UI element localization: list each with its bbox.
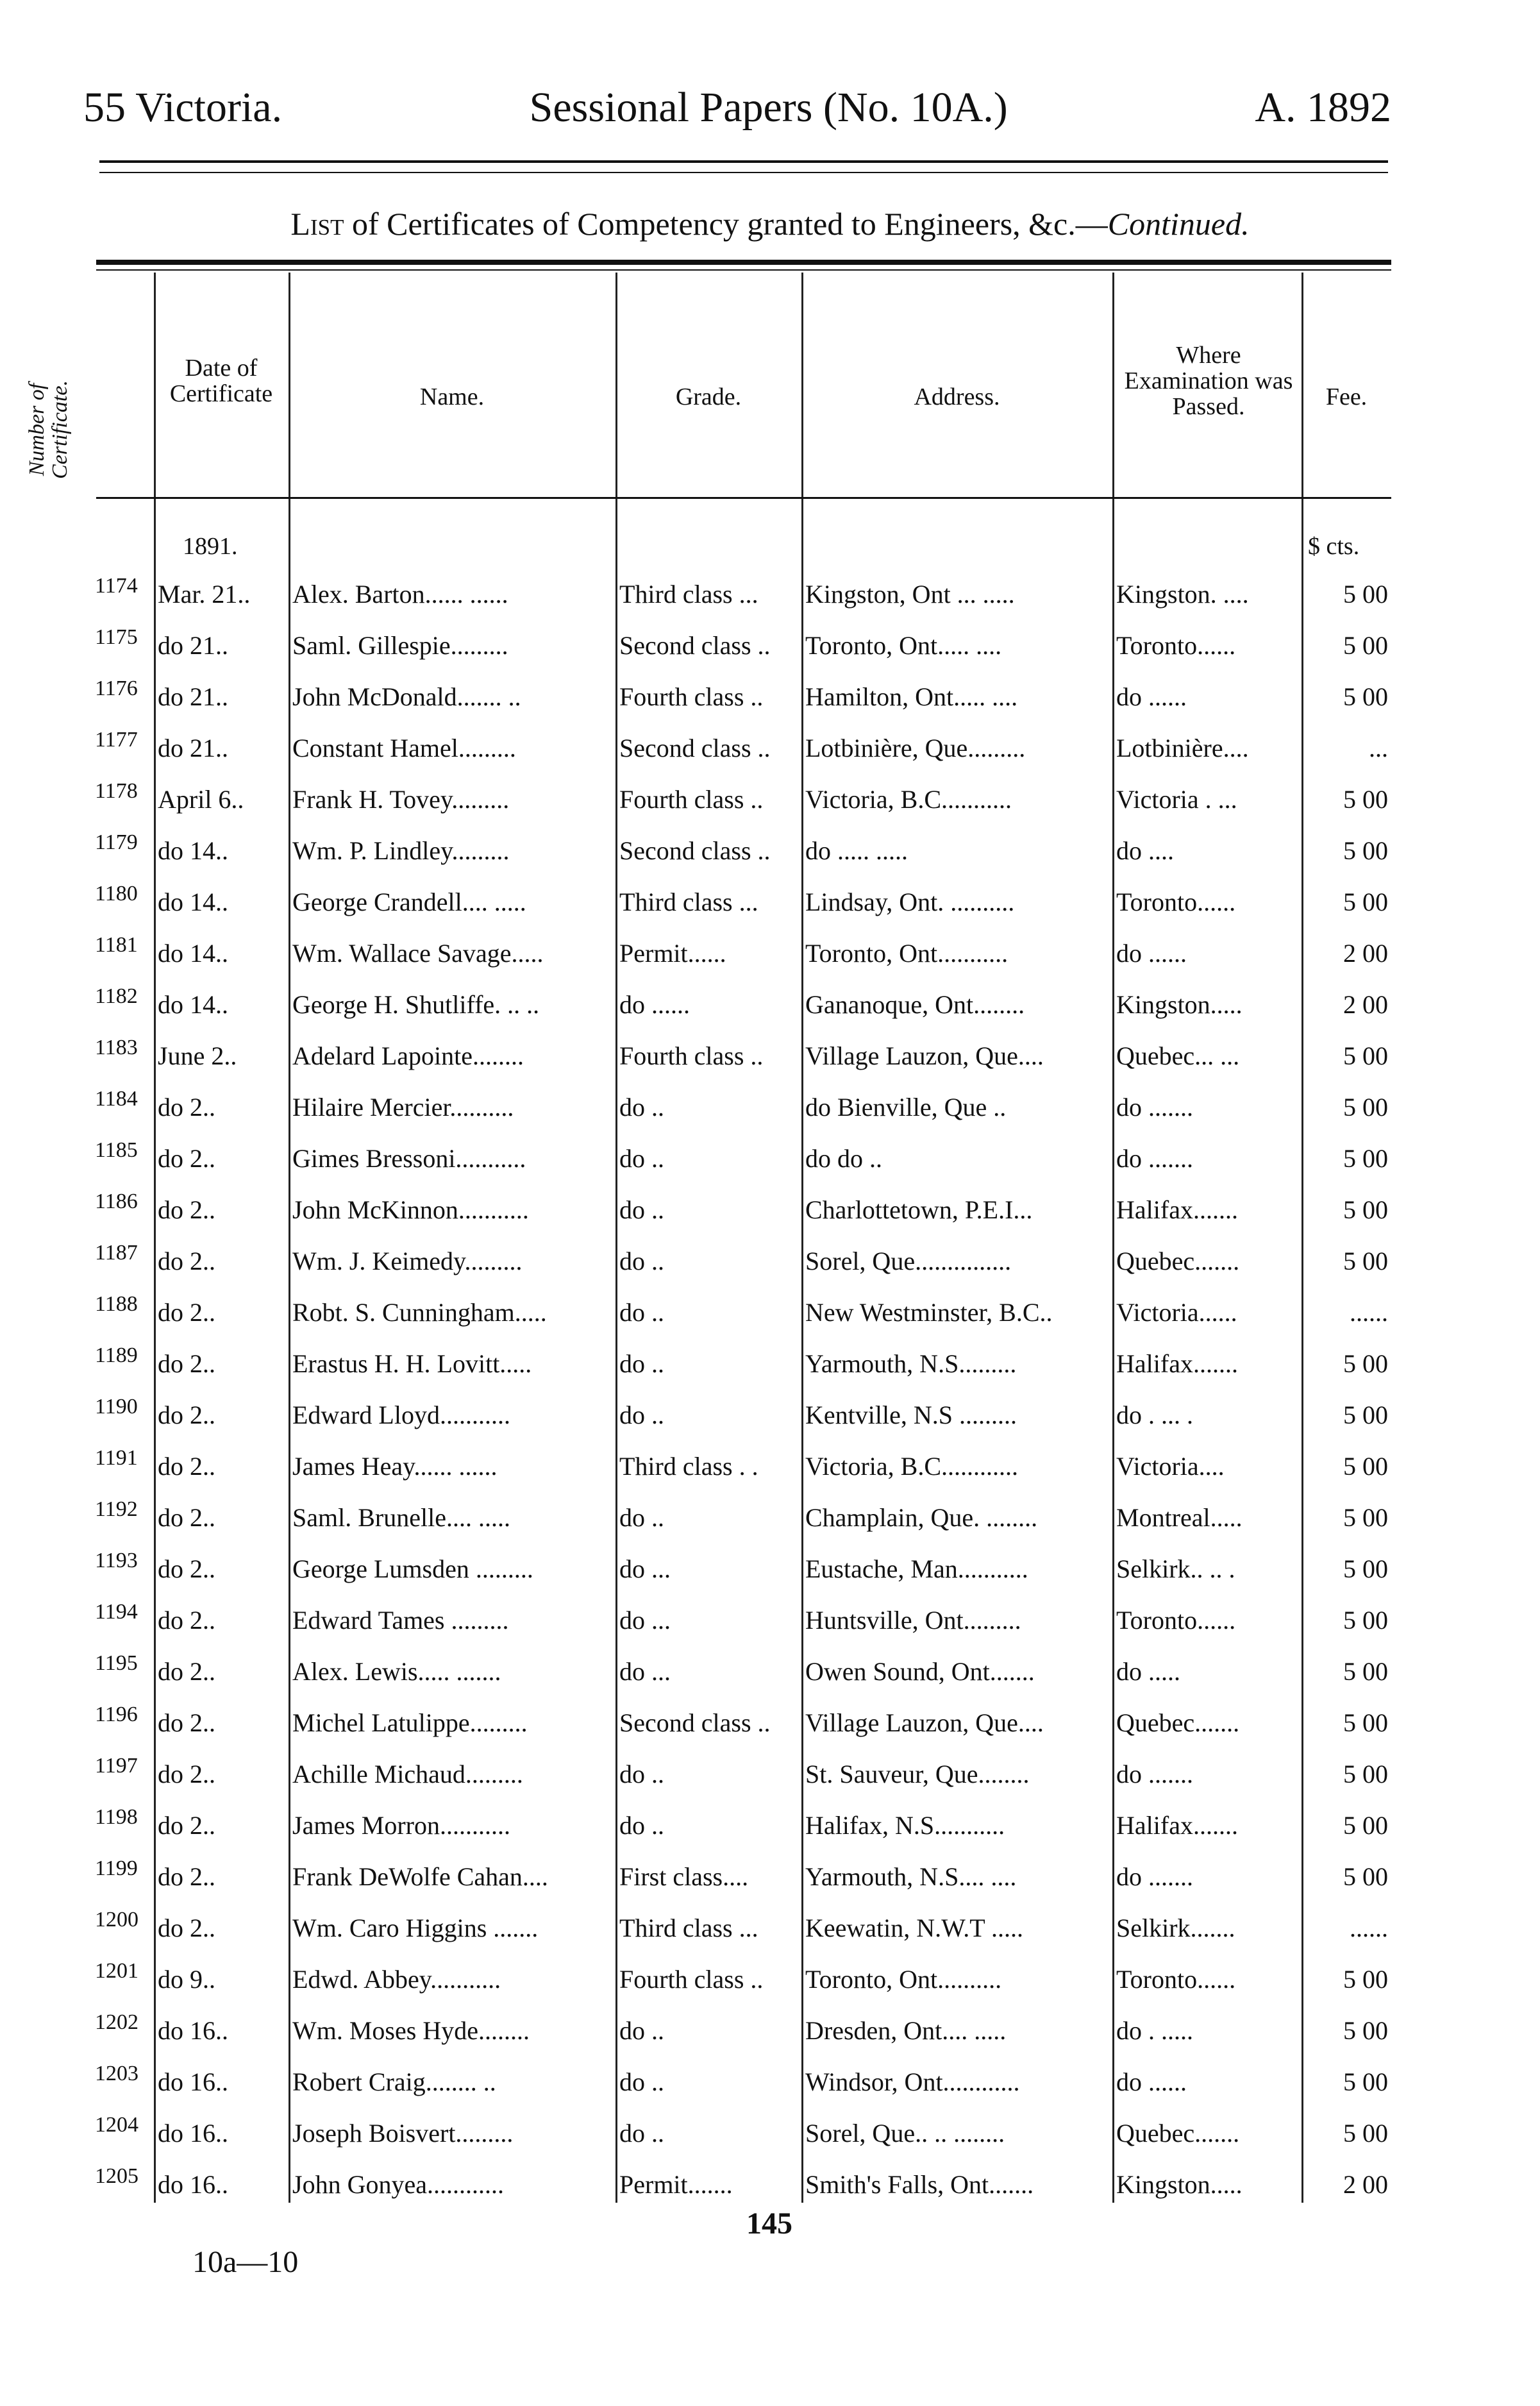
cert-date: do 14..: [158, 888, 228, 916]
cert-name: Frank H. Tovey.........: [292, 785, 510, 814]
col-head-where: Where Examination was Passed.: [1124, 342, 1293, 420]
cert-grade: Third class . .: [619, 1452, 758, 1481]
cert-name: Saml. Gillespie.........: [292, 631, 508, 660]
header-bottom-rule: [96, 497, 1391, 499]
cert-grade: Second class ..: [619, 836, 771, 865]
cert-where-passed: Halifax.......: [1116, 1195, 1238, 1224]
cert-address: Toronto, Ont...........: [805, 939, 1009, 968]
cert-date: do 2..: [158, 1298, 215, 1327]
cert-where-passed: do .......: [1116, 1144, 1193, 1173]
table-row: [0, 1908, 1540, 1959]
cert-grade: Third class ...: [619, 888, 758, 916]
cert-grade: do ..: [619, 2016, 664, 2045]
cert-address: Gananoque, Ont........: [805, 990, 1025, 1019]
cert-date: do 2..: [158, 1914, 215, 1942]
cert-address: Kentville, N.S .........: [805, 1401, 1017, 1429]
cert-number: 1184: [95, 1087, 138, 1111]
cert-where-passed: Montreal.....: [1116, 1503, 1243, 1532]
cert-name: Hilaire Mercier..........: [292, 1093, 514, 1122]
cert-date: do 2..: [158, 1760, 215, 1788]
cert-where-passed: do ......: [1116, 682, 1187, 711]
cert-grade: do ...: [619, 1606, 671, 1635]
cert-date: do 2..: [158, 1195, 215, 1224]
cert-fee: 5 00: [1343, 631, 1388, 660]
cert-address: St. Sauveur, Que........: [805, 1760, 1030, 1788]
cert-number: 1196: [95, 1703, 138, 1726]
cert-where-passed: Kingston.....: [1116, 2170, 1243, 2199]
cert-grade: do ..: [619, 1503, 664, 1532]
cert-where-passed: Selkirk.......: [1116, 1914, 1235, 1942]
cert-fee: 5 00: [1343, 1606, 1388, 1635]
cert-date: do 2..: [158, 1657, 215, 1686]
cert-address: Charlottetown, P.E.I...: [805, 1195, 1033, 1224]
cert-fee: 2 00: [1343, 990, 1388, 1019]
cert-where-passed: Quebec.......: [1116, 1708, 1240, 1737]
cert-grade: Permit.......: [619, 2170, 733, 2199]
cert-address: Keewatin, N.W.T .....: [805, 1914, 1023, 1942]
cert-date: do 2..: [158, 1144, 215, 1173]
cert-name: Adelard Lapointe........: [292, 1041, 524, 1070]
cert-fee: 5 00: [1343, 1401, 1388, 1429]
cert-number: 1203: [95, 2062, 138, 2085]
col-head-number: Number of Certificate.: [25, 380, 72, 479]
cert-grade: Third class ...: [619, 1914, 758, 1942]
cert-where-passed: do ....: [1116, 836, 1174, 865]
year-row: [0, 532, 1540, 571]
cert-address: Village Lauzon, Que....: [805, 1041, 1044, 1070]
cert-grade: do ..: [619, 2067, 664, 2096]
cert-name: Robert Craig........ ..: [292, 2067, 496, 2096]
table-row: [0, 1754, 1540, 1805]
cert-fee: 5 00: [1343, 1247, 1388, 1275]
table-top-rule-thick: [96, 260, 1391, 265]
cert-fee: 5 00: [1343, 1144, 1388, 1173]
cert-address: Kingston, Ont ... .....: [805, 580, 1015, 609]
cert-date: do 14..: [158, 836, 228, 865]
cert-number: 1192: [95, 1497, 138, 1521]
cert-name: James Morron...........: [292, 1811, 510, 1840]
cert-date: do 21..: [158, 682, 228, 711]
col-head-date: [157, 356, 285, 407]
cert-number: 1204: [95, 2113, 138, 2137]
table-top-rule-thin: [96, 269, 1391, 271]
cert-fee: 5 00: [1343, 1195, 1388, 1224]
cert-name: John Gonyea............: [292, 2170, 504, 2199]
cert-address: Yarmouth, N.S.... ....: [805, 1862, 1017, 1891]
cert-where-passed: Victoria......: [1116, 1298, 1237, 1327]
cert-grade: do ..: [619, 1401, 664, 1429]
cert-address: Owen Sound, Ont.......: [805, 1657, 1035, 1686]
cert-number: 1176: [95, 677, 138, 700]
cert-date: do 16..: [158, 2067, 228, 2096]
cert-date: do 16..: [158, 2119, 228, 2148]
cert-address: Toronto, Ont..... ....: [805, 631, 1002, 660]
col-head-name: Name.: [419, 383, 485, 410]
cert-name: Frank DeWolfe Cahan....: [292, 1862, 548, 1891]
cert-address: Toronto, Ont..........: [805, 1965, 1002, 1994]
col-head-address: Address.: [914, 383, 1000, 410]
cert-fee: 5 00: [1343, 1811, 1388, 1840]
cert-date: do 2..: [158, 1554, 215, 1583]
table-row: [0, 677, 1540, 728]
cert-grade: Fourth class ..: [619, 682, 764, 711]
cert-where-passed: Toronto......: [1116, 631, 1236, 660]
cert-name: Saml. Brunelle.... .....: [292, 1503, 510, 1532]
table-row: [0, 1856, 1540, 1908]
cert-fee: 5 00: [1343, 1554, 1388, 1583]
cert-date: do 16..: [158, 2016, 228, 2045]
cert-where-passed: Kingston.....: [1116, 990, 1243, 1019]
cert-name: Achille Michaud.........: [292, 1760, 523, 1788]
cert-number: 1188: [95, 1292, 138, 1316]
table-row: [0, 1651, 1540, 1703]
cert-where-passed: Halifax.......: [1116, 1349, 1238, 1378]
cert-where-passed: Quebec... ...: [1116, 1041, 1240, 1070]
header-right: A. 1892: [1255, 84, 1391, 131]
cert-grade: do ..: [619, 1811, 664, 1840]
cert-where-passed: Halifax.......: [1116, 1811, 1238, 1840]
cert-where-passed: Lotbinière....: [1116, 734, 1249, 762]
cert-date: do 2..: [158, 1503, 215, 1532]
cert-grade: do ..: [619, 1760, 664, 1788]
cert-date: do 9..: [158, 1965, 215, 1994]
page-number: 145: [746, 2207, 792, 2241]
table-row: [0, 1087, 1540, 1138]
cert-address: Sorel, Que.. .. ........: [805, 2119, 1005, 2148]
table-row: [0, 1805, 1540, 1856]
cert-date: do 2..: [158, 1606, 215, 1635]
cert-fee: 5 00: [1343, 682, 1388, 711]
cert-fee: 5 00: [1343, 1093, 1388, 1122]
cert-name: Wm. Moses Hyde........: [292, 2016, 530, 2045]
cert-where-passed: do . ... .: [1116, 1401, 1193, 1429]
cert-name: John McDonald....... ..: [292, 682, 521, 711]
cert-where-passed: do . .....: [1116, 2016, 1193, 2045]
cert-fee: 5 00: [1343, 785, 1388, 814]
cert-name: John McKinnon...........: [292, 1195, 529, 1224]
table-row: [0, 933, 1540, 984]
cert-number: 1200: [95, 1908, 138, 1931]
cert-grade: Fourth class ..: [619, 1041, 764, 1070]
table-row: [0, 882, 1540, 933]
cert-fee: 2 00: [1343, 939, 1388, 968]
cert-fee: 2 00: [1343, 2170, 1388, 2199]
table-row: [0, 1036, 1540, 1087]
cert-grade: do ..: [619, 1144, 664, 1173]
cert-fee: 5 00: [1343, 1862, 1388, 1891]
cert-fee: 5 00: [1343, 1041, 1388, 1070]
cert-address: Yarmouth, N.S.........: [805, 1349, 1017, 1378]
cert-date: April 6..: [158, 785, 244, 814]
table-row: [0, 2062, 1540, 2113]
cert-date: do 2..: [158, 1247, 215, 1275]
cert-grade: do ..: [619, 1349, 664, 1378]
year-label: 1891.: [183, 533, 238, 560]
cert-number: 1191: [95, 1446, 138, 1470]
cert-date: do 14..: [158, 990, 228, 1019]
table-row: [0, 984, 1540, 1036]
cert-name: Wm. Caro Higgins .......: [292, 1914, 539, 1942]
cert-grade: Fourth class ..: [619, 785, 764, 814]
cert-number: 1194: [95, 1600, 138, 1624]
cert-number: 1193: [95, 1549, 138, 1572]
cert-where-passed: Kingston. ....: [1116, 580, 1249, 609]
cert-date: do 2..: [158, 1093, 215, 1122]
col-head-date-text: Date of Certificate: [169, 355, 273, 407]
header-left: 55 Victoria.: [83, 84, 283, 131]
cert-grade: do ...: [619, 1657, 671, 1686]
cert-number: 1177: [95, 728, 138, 752]
cert-address: Sorel, Que...............: [805, 1247, 1012, 1275]
cert-name: Erastus H. H. Lovitt.....: [292, 1349, 532, 1378]
cert-grade: Second class ..: [619, 631, 771, 660]
cert-address: Smith's Falls, Ont.......: [805, 2170, 1034, 2199]
cert-where-passed: do .......: [1116, 1760, 1193, 1788]
cert-date: Mar. 21..: [158, 580, 251, 609]
cert-fee: 5 00: [1343, 1657, 1388, 1686]
header-center: Sessional Papers (No. 10A.): [529, 84, 1008, 131]
table-row: [0, 2113, 1540, 2164]
cert-address: do Bienville, Que ..: [805, 1093, 1007, 1122]
cert-date: do 2..: [158, 1811, 215, 1840]
cert-date: do 2..: [158, 1401, 215, 1429]
cert-name: James Heay...... ......: [292, 1452, 498, 1481]
table-row: [0, 779, 1540, 830]
table-row: [0, 2010, 1540, 2062]
cert-grade: do ..: [619, 1298, 664, 1327]
table-row: [0, 1497, 1540, 1549]
cert-date: do 21..: [158, 631, 228, 660]
cert-where-passed: Toronto......: [1116, 1965, 1236, 1994]
table-title: [0, 205, 1540, 242]
cert-name: George Lumsden .........: [292, 1554, 533, 1583]
cert-number: 1181: [95, 933, 138, 957]
cert-where-passed: do .......: [1116, 1093, 1193, 1122]
cert-number: 1180: [95, 882, 138, 905]
cert-grade: Fourth class ..: [619, 1965, 764, 1994]
fee-unit: $ cts.: [1308, 533, 1360, 560]
cert-date: do 2..: [158, 1862, 215, 1891]
signature-mark: 10a—10: [192, 2245, 299, 2279]
cert-name: Edward Lloyd...........: [292, 1401, 510, 1429]
table-row: [0, 1959, 1540, 2010]
table-row: [0, 1600, 1540, 1651]
cert-grade: do ..: [619, 1247, 664, 1275]
cert-address: Hamilton, Ont..... ....: [805, 682, 1018, 711]
title-main: of Certificates of Competency granted to Engineers, &c.—: [351, 206, 1108, 242]
cert-date: do 2..: [158, 1452, 215, 1481]
cert-grade: do ..: [619, 1093, 664, 1122]
cert-number: 1183: [95, 1036, 138, 1059]
cert-where-passed: do ......: [1116, 2067, 1187, 2096]
cert-grade: Second class ..: [619, 1708, 771, 1737]
title-lead: List: [290, 206, 344, 242]
cert-fee: 5 00: [1343, 1965, 1388, 1994]
cert-address: Huntsville, Ont.........: [805, 1606, 1021, 1635]
cert-name: Wm. J. Keimedy.........: [292, 1247, 523, 1275]
cert-name: Wm. P. Lindley.........: [292, 836, 510, 865]
table-row: [0, 830, 1540, 882]
cert-name: Edwd. Abbey...........: [292, 1965, 501, 1994]
col-head-fee: Fee.: [1325, 383, 1368, 410]
cert-number: 1185: [95, 1138, 138, 1162]
cert-where-passed: Victoria....: [1116, 1452, 1225, 1481]
cert-date: do 21..: [158, 734, 228, 762]
cert-name: Constant Hamel.........: [292, 734, 516, 762]
cert-number: 1197: [95, 1754, 138, 1778]
cert-grade: First class....: [619, 1862, 749, 1891]
cert-address: do ..... .....: [805, 836, 908, 865]
cert-fee: 5 00: [1343, 1760, 1388, 1788]
cert-address: Dresden, Ont.... .....: [805, 2016, 1007, 2045]
cert-date: do 16..: [158, 2170, 228, 2199]
table-row: [0, 1549, 1540, 1600]
cert-address: Halifax, N.S...........: [805, 1811, 1005, 1840]
cert-address: Victoria, B.C............: [805, 1452, 1019, 1481]
cert-grade: do ......: [619, 990, 690, 1019]
cert-name: Gimes Bressoni...........: [292, 1144, 526, 1173]
cert-name: Michel Latulippe.........: [292, 1708, 528, 1737]
cert-date: do 2..: [158, 1708, 215, 1737]
table-row: [0, 1395, 1540, 1446]
cert-name: Robt. S. Cunningham.....: [292, 1298, 547, 1327]
cert-name: George H. Shutliffe. .. ..: [292, 990, 540, 1019]
cert-date: do 14..: [158, 939, 228, 968]
cert-grade: Third class ...: [619, 580, 758, 609]
cert-number: 1182: [95, 984, 138, 1008]
cert-address: Lindsay, Ont. ..........: [805, 888, 1015, 916]
cert-fee: 5 00: [1343, 1349, 1388, 1378]
table-row: [0, 1190, 1540, 1241]
cert-name: Joseph Boisvert.........: [292, 2119, 514, 2148]
cert-number: 1198: [95, 1805, 138, 1829]
cert-where-passed: Toronto......: [1116, 888, 1236, 916]
cert-grade: do ..: [619, 1195, 664, 1224]
cert-name: George Crandell.... .....: [292, 888, 526, 916]
cert-fee: 5 00: [1343, 580, 1388, 609]
table-row: [0, 1138, 1540, 1190]
cert-where-passed: Toronto......: [1116, 1606, 1236, 1635]
cert-number: 1190: [95, 1395, 138, 1418]
cert-where-passed: Quebec.......: [1116, 2119, 1240, 2148]
cert-where-passed: Quebec.......: [1116, 1247, 1240, 1275]
cert-fee: 5 00: [1343, 2067, 1388, 2096]
cert-number: 1175: [95, 625, 138, 649]
cert-where-passed: do ......: [1116, 939, 1187, 968]
cert-name: Alex. Lewis..... .......: [292, 1657, 501, 1686]
table-row: [0, 1343, 1540, 1395]
table-row: [0, 1703, 1540, 1754]
cert-grade: Permit......: [619, 939, 726, 968]
header-rule-thick: [99, 160, 1388, 163]
table-row: [0, 1446, 1540, 1497]
cert-fee: ......: [1350, 1914, 1388, 1942]
cert-grade: do ..: [619, 2119, 664, 2148]
cert-grade: Second class ..: [619, 734, 771, 762]
cert-where-passed: Selkirk.. .. .: [1116, 1554, 1235, 1583]
cert-address: do do ..: [805, 1144, 882, 1173]
title-continued: Continued.: [1107, 206, 1250, 242]
cert-number: 1187: [95, 1241, 138, 1265]
table-row: [0, 625, 1540, 677]
table-row: [0, 574, 1540, 625]
cert-number: 1201: [95, 1959, 138, 1983]
cert-name: Edward Tames .........: [292, 1606, 509, 1635]
cert-address: Eustache, Man...........: [805, 1554, 1028, 1583]
cert-address: Lotbinière, Que.........: [805, 734, 1026, 762]
cert-number: 1174: [95, 574, 138, 598]
cert-fee: 5 00: [1343, 1708, 1388, 1737]
table-row: [0, 1292, 1540, 1343]
cert-date: June 2..: [158, 1041, 237, 1070]
cert-fee: 5 00: [1343, 1452, 1388, 1481]
header-rule-thin: [99, 172, 1388, 173]
col-head-grade: Grade.: [675, 383, 742, 410]
table-row: [0, 728, 1540, 779]
cert-where-passed: do .....: [1116, 1657, 1180, 1686]
cert-number: 1205: [95, 2164, 138, 2188]
cert-address: New Westminster, B.C..: [805, 1298, 1053, 1327]
cert-fee: 5 00: [1343, 2016, 1388, 2045]
cert-fee: 5 00: [1343, 1503, 1388, 1532]
cert-name: Wm. Wallace Savage.....: [292, 939, 544, 968]
cert-number: 1186: [95, 1190, 138, 1213]
cert-address: Windsor, Ont............: [805, 2067, 1020, 2096]
cert-fee: 5 00: [1343, 888, 1388, 916]
cert-grade: do ...: [619, 1554, 671, 1583]
cert-number: 1178: [95, 779, 138, 803]
cert-address: Victoria, B.C...........: [805, 785, 1012, 814]
cert-fee: 5 00: [1343, 836, 1388, 865]
page-header: [83, 83, 1391, 141]
cert-number: 1195: [95, 1651, 138, 1675]
cert-date: do 2..: [158, 1349, 215, 1378]
cert-number: 1199: [95, 1856, 138, 1880]
cert-number: 1202: [95, 2010, 138, 2034]
cert-fee: ...: [1369, 734, 1388, 762]
cert-where-passed: do .......: [1116, 1862, 1193, 1891]
cert-fee: 5 00: [1343, 2119, 1388, 2148]
cert-number: 1189: [95, 1343, 138, 1367]
cert-address: Village Lauzon, Que....: [805, 1708, 1044, 1737]
cert-name: Alex. Barton...... ......: [292, 580, 508, 609]
cert-number: 1179: [95, 830, 138, 854]
table-row: [0, 1241, 1540, 1292]
cert-address: Champlain, Que. ........: [805, 1503, 1038, 1532]
cert-fee: ......: [1350, 1298, 1388, 1327]
cert-where-passed: Victoria . ...: [1116, 785, 1237, 814]
